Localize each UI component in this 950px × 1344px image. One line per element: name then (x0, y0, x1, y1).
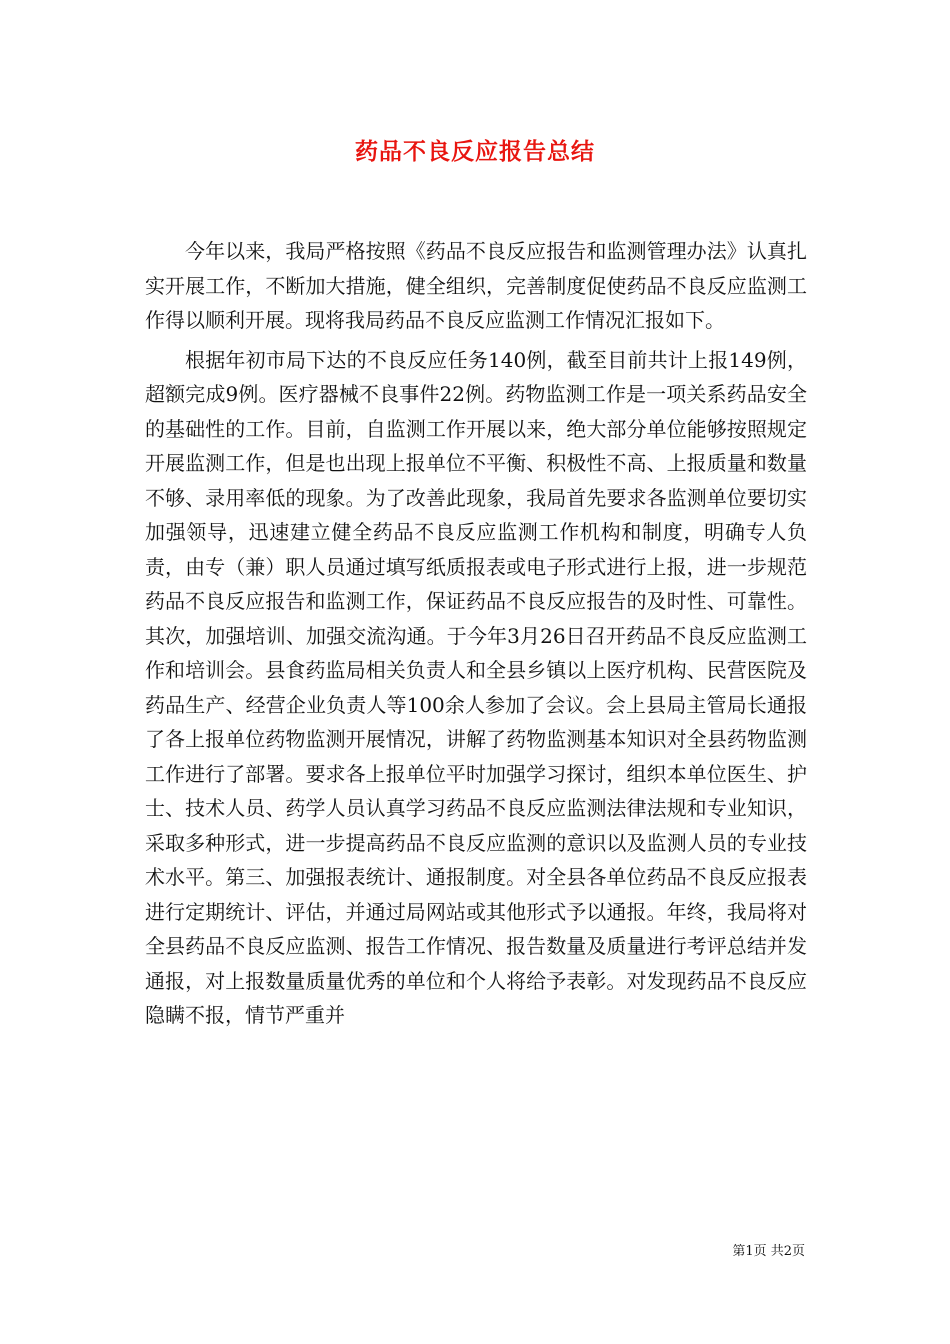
page-number: 第1页 共2页 (732, 1244, 805, 1259)
paragraph-main: 根据年初市局下达的不良反应任务140例，截至目前共计上报149例，超额完成9例。医疗器械不良事件22例。药物监测工作是一项关系药品安全的基础性的工作。目前，自监测工作开展以来，绝大部分单位能够按照规定开展监测工作，但是也出现上报单位不平衡、积极性不高、上报质量和数量不够、录用率低的现象。为了改善此现象，我局首先要求各监测单位要切实加强领导，迅速建立健全药品不良反应监测工作机构和制度，明确专人负责，由专（兼）职人员通过填写纸质报表或电子形式进行上报，进一步规范药品不良反应报告和监测工作，保证药品不良反应报告的及时性、可靠性。其次，加强培训、加强交流沟通。于今年3月26日召开药品不良反应监测工作和培训会。县食药监局相关负责人和全县乡镇以上医疗机构、民营医院及药品生产、经营企业负责人等100余人参加了会议。会上县局主管局长通报了各上报单位药物监测开展情况，讲解了药物监测基本知识对全县药物监测工作进行了部署。要求各上报单位平时加强学习探讨，组织本单位医生、护士、技术人员、药学人员认真学习药品不良反应监测法律法规和专业知识，采取多种形式，进一步提高药品不良反应监测的意识以及监测人员的专业技术水平。第三、加强报表统计、通报制度。对全县各单位药品不良反应报表进行定期统计、评估，并通过局网站或其他形式予以通报。年终，我局将对全县药品不良反应监测、报告工作情况、报告数量及质量进行考评总结并发通报，对上报数量质量优秀的单位和个人将给予表彰。对发现药品不良反应隐瞒不报，情节严重并 (145, 347, 807, 1027)
document-body (145, 234, 807, 1033)
paragraph-intro: 今年以来，我局严格按照《药品不良反应报告和监测管理办法》认真扎实开展工作，不断加大措施，健全组织，完善制度促使药品不良反应监测工作得以顺利开展。现将我局药品不良反应监测工作情况汇报如下。 (145, 239, 807, 332)
document-title: 药品不良反应报告总结 (355, 138, 595, 165)
